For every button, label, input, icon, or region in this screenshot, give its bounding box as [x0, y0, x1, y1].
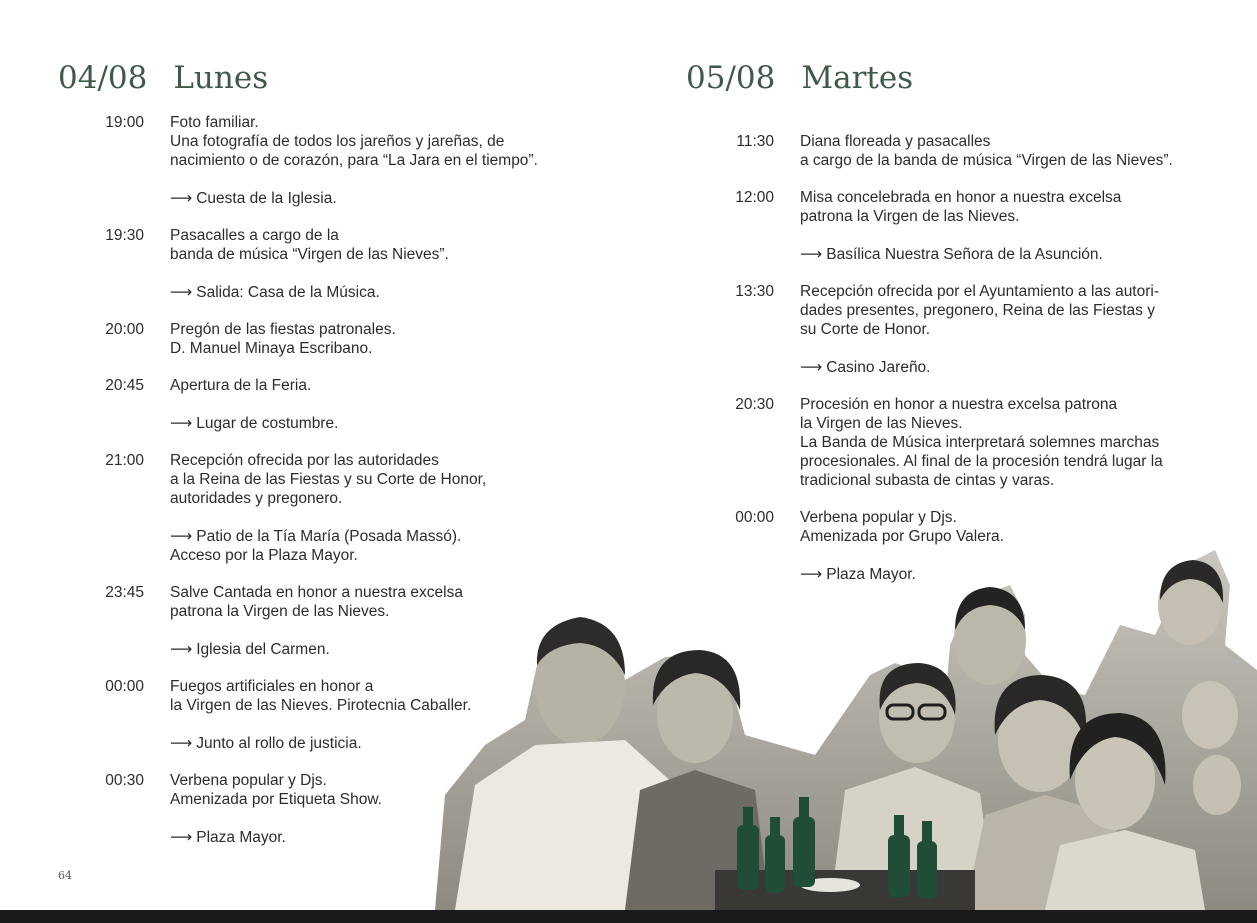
- day-header: [58, 60, 268, 96]
- event-item: [54, 113, 590, 208]
- arrow-right-icon: ⟶: [170, 415, 193, 432]
- event-time: 00:00: [735, 509, 774, 526]
- arrow-right-icon: ⟶: [170, 190, 193, 207]
- event-location-text: Plaza Mayor.: [826, 566, 916, 583]
- event-item: [54, 226, 590, 302]
- day-date: 05/08: [686, 60, 776, 96]
- event-text-line: Salve Cantada en honor a nuestra excelsa: [170, 584, 463, 601]
- event-time: 12:00: [735, 189, 774, 206]
- event-text-line: Fuegos artificiales en honor a: [170, 678, 374, 695]
- event-text-line: Una fotografía de todos los jareños y jareñas, de: [170, 133, 505, 150]
- event-text-line: a cargo de la banda de música “Virgen de las Nieves”.: [800, 152, 1173, 169]
- event-text-line: dades presentes, pregonero, Reina de las Fiestas y: [800, 302, 1155, 319]
- event-location-text: Acceso por la Plaza Mayor.: [170, 547, 358, 564]
- event-time: 20:45: [105, 377, 144, 394]
- event-text-line: D. Manuel Minaya Escribano.: [170, 340, 373, 357]
- arrow-right-icon: ⟶: [800, 246, 823, 263]
- event-location: [170, 189, 590, 208]
- event-time: 00:00: [105, 678, 144, 695]
- arrow-right-icon: ⟶: [170, 528, 193, 545]
- day-name: Martes: [801, 60, 914, 96]
- event-text-line: patrona la Virgen de las Nieves.: [170, 603, 390, 620]
- event-time: 20:00: [105, 321, 144, 338]
- event-text-line: la Virgen de las Nieves. Pirotecnia Caballer.: [170, 697, 472, 714]
- event-text-line: Verbena popular y Djs.: [170, 772, 327, 789]
- event-text-line: patrona la Virgen de las Nieves.: [800, 208, 1020, 225]
- event-text-line: a la Reina de las Fiestas y su Corte de Honor,: [170, 471, 487, 488]
- event-text-line: Verbena popular y Djs.: [800, 509, 957, 526]
- event-text-line: Amenizada por Etiqueta Show.: [170, 791, 382, 808]
- event-description: [170, 376, 590, 433]
- event-text-line: Amenizada por Grupo Valera.: [800, 528, 1004, 545]
- event-text-line: la Virgen de las Nieves.: [800, 415, 963, 432]
- event-item: [54, 320, 590, 358]
- event-text-line: Apertura de la Feria.: [170, 377, 312, 394]
- vintage-group-photo: [425, 545, 1257, 910]
- event-location-text: Plaza Mayor.: [196, 829, 286, 846]
- event-time: 23:45: [105, 584, 144, 601]
- event-text-line: La Banda de Música interpretará solemnes marchas: [800, 434, 1160, 451]
- event-text-line: Pasacalles a cargo de la: [170, 227, 339, 244]
- event-time: 19:30: [105, 227, 144, 244]
- event-text-line: nacimiento o de corazón, para “La Jara en el tiempo”.: [170, 152, 538, 169]
- event-location: [170, 283, 590, 302]
- event-text-line: Procesión en honor a nuestra excelsa patrona: [800, 396, 1118, 413]
- event-location: [800, 245, 1220, 264]
- day-name: Lunes: [173, 60, 269, 96]
- event-text-line: tradicional subasta de cintas y varas.: [800, 472, 1055, 489]
- event-text-line: Pregón de las fiestas patronales.: [170, 321, 396, 338]
- event-text-line: procesionales. Al final de la procesión tendrá lugar la: [800, 453, 1163, 470]
- event-description: [170, 226, 590, 302]
- event-text-line: Foto familiar.: [170, 114, 259, 131]
- event-location-text: Patio de la Tía María (Posada Massó).: [196, 528, 462, 545]
- event-item: [684, 282, 1220, 377]
- event-location-text: Iglesia del Carmen.: [196, 641, 330, 658]
- event-description: [800, 132, 1220, 170]
- event-time: 20:30: [735, 396, 774, 413]
- event-list: [684, 132, 1220, 602]
- event-location-text: Lugar de costumbre.: [196, 415, 339, 432]
- event-location-text: Casino Jareño.: [826, 359, 931, 376]
- event-location: [170, 414, 590, 433]
- event-item: [684, 188, 1220, 264]
- arrow-right-icon: ⟶: [170, 641, 193, 658]
- event-item: [684, 132, 1220, 170]
- event-text-line: Recepción ofrecida por las autoridades: [170, 452, 439, 469]
- event-time: 11:30: [736, 133, 774, 150]
- event-location-text: Basílica Nuestra Señora de la Asunción.: [826, 246, 1103, 263]
- page-number: 64: [58, 869, 72, 882]
- event-description: [170, 320, 590, 358]
- event-time: 21:00: [105, 452, 144, 469]
- event-location-text: Cuesta de la Iglesia.: [196, 190, 337, 207]
- event-item: [684, 395, 1220, 490]
- event-description: [800, 282, 1220, 377]
- event-description: [800, 395, 1220, 490]
- event-time: 19:00: [105, 114, 144, 131]
- arrow-right-icon: ⟶: [800, 359, 823, 376]
- arrow-right-icon: ⟶: [170, 735, 193, 752]
- event-text-line: Diana floreada y pasacalles: [800, 133, 991, 150]
- event-time: 00:30: [105, 772, 144, 789]
- event-text-line: autoridades y pregonero.: [170, 490, 343, 507]
- day-header: [686, 60, 913, 96]
- event-location: [800, 358, 1220, 377]
- event-location-text: Salida: Casa de la Música.: [196, 284, 380, 301]
- bottom-bar: [0, 910, 1257, 923]
- event-text-line: Recepción ofrecida por el Ayuntamiento a las autori-: [800, 283, 1160, 300]
- event-location-text: Junto al rollo de justicia.: [196, 735, 362, 752]
- event-text-line: Misa concelebrada en honor a nuestra excelsa: [800, 189, 1122, 206]
- event-description: [170, 113, 590, 208]
- arrow-right-icon: ⟶: [170, 284, 193, 301]
- event-description: [800, 188, 1220, 264]
- arrow-right-icon: ⟶: [170, 829, 193, 846]
- event-location: [170, 527, 590, 546]
- event-text-line: banda de música “Virgen de las Nieves”.: [170, 246, 449, 263]
- day-date: 04/08: [58, 60, 148, 96]
- arrow-right-icon: ⟶: [800, 566, 823, 583]
- event-text-line: su Corte de Honor.: [800, 321, 931, 338]
- event-time: 13:30: [735, 283, 774, 300]
- event-item: [54, 376, 590, 433]
